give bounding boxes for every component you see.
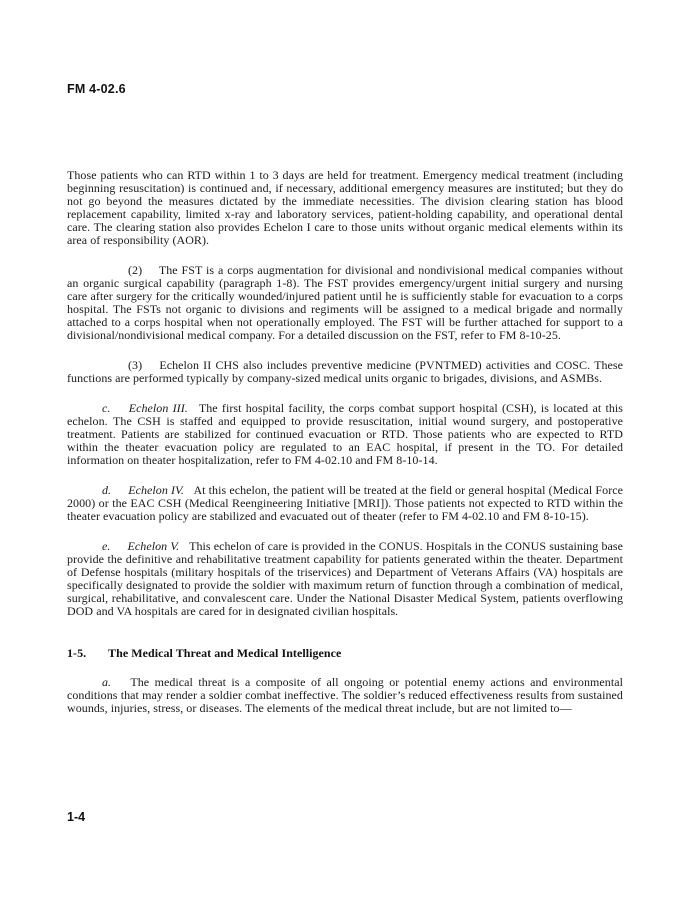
paragraph-2 (67, 264, 623, 342)
paragraph-letter-label: d. (102, 483, 112, 497)
paragraph-continuation (67, 169, 623, 247)
paragraph-letter-label: a. (102, 675, 112, 689)
paragraph-text: At this echelon, the patient will be treated at the field or general hospital (Medical Force 2000) or the EAC CSH (Medical Reengineering Initiative [MRI]). Those patients not expected to RTD within the theater evacuation policy are stabilized and evacuated out of theater (refer to FM 4-02.10 and FM 8-10-15). (67, 483, 623, 523)
page-number: 1-4 (67, 810, 86, 824)
echelon-term: Echelon V. (127, 539, 180, 553)
paragraph-text: The medical threat is a composite of all ongoing or potential enemy actions and environmental conditions that may render a soldier combat ineffective. The soldier’s reduced effectiveness results from sustained wounds, injuries, stress, or diseases. The elements of the medical threat include, but are not limited to— (67, 675, 623, 715)
section-title: The Medical Threat and Medical Intelligence (108, 646, 342, 660)
paragraph-text: The first hospital facility, the corps combat support hospital (CSH), is located at this echelon. The CSH is staffed and equipped to provide resuscitation, initial wound surgery, and postoperative treatment. Patients are stabilized for continued evacuation or RTD. Those patients who are expected to RTD within the theater evacuation policy are regulated to an EAC hospital, if present in the TO. For detailed information on theater hospitalization, refer to FM 4-02.10 and FM 8-10-14. (67, 401, 624, 467)
paragraph-c (67, 402, 623, 467)
echelon-term: Echelon III. (128, 401, 188, 415)
section-heading-1-5 (67, 647, 623, 660)
paragraph-3 (67, 359, 623, 385)
paragraph-text: This echelon of care is provided in the CONUS. Hospitals in the CONUS sustaining base provide the definitive and rehabilitative treatment capability for patients generated within the theater. Department of Defense hospitals (military hospitals of the triservices) and Department of Veterans Affairs (VA) hospitals are specifically designated to provide the soldier with maximum return of function through a combination of medical, surgical, rehabilitative, and convalescent care. Under the National Disaster Medical System, patients overflowing DOD and VA hospitals are cared for in designated civilian hospitals. (67, 539, 623, 618)
paragraph-text: The FST is a corps augmentation for divisional and nondivisional medical companies without an organic surgical capability (paragraph 1-8). The FST provides emergency/urgent initial surgery and nursing care after surgery for the critically wounded/injured patient until he is sufficiently stable for evacuation to a corps hospital. The FSTs not organic to divisions and regiments will be assigned to a medical brigade and normally attached to a corps hospital when not operationally employed. The FST will be further attached for support to a divisional/nondivisional medical company. For a detailed discussion on the FST, refer to FM 8-10-25. (67, 263, 623, 342)
paragraph-d (67, 484, 623, 523)
paragraph-letter-label: e. (102, 539, 111, 553)
section-number: 1-5. (67, 646, 87, 660)
paragraph-letter-label: c. (102, 401, 111, 415)
paragraph-e (67, 540, 623, 618)
paragraph-number-label: (3) (128, 358, 143, 372)
running-header: FM 4-02.6 (67, 82, 126, 96)
page-body (67, 169, 623, 732)
echelon-term: Echelon IV. (128, 483, 184, 497)
paragraph-text: Those patients who can RTD within 1 to 3 days are held for treatment. Emergency medical treatment (including beginning resuscitation) is continued and, if necessary, additional emergency measures are instituted; but they do not go beyond the measures dictated by the immediate necessities. The division clearing station has blood replacement capability, limited x-ray and laboratory services, patient-holding capability, and operational dental care. The clearing station also provides Echelon I care to those units without organic medical elements within its area of responsibility (AOR). (67, 168, 623, 247)
paragraph-a (67, 676, 623, 715)
paragraph-text: Echelon II CHS also includes preventive medicine (PVNTMED) activities and COSC. These functions are performed typically by company-sized medical units organic to brigades, divisions, and ASMBs. (67, 358, 623, 385)
paragraph-number-label: (2) (128, 263, 143, 277)
